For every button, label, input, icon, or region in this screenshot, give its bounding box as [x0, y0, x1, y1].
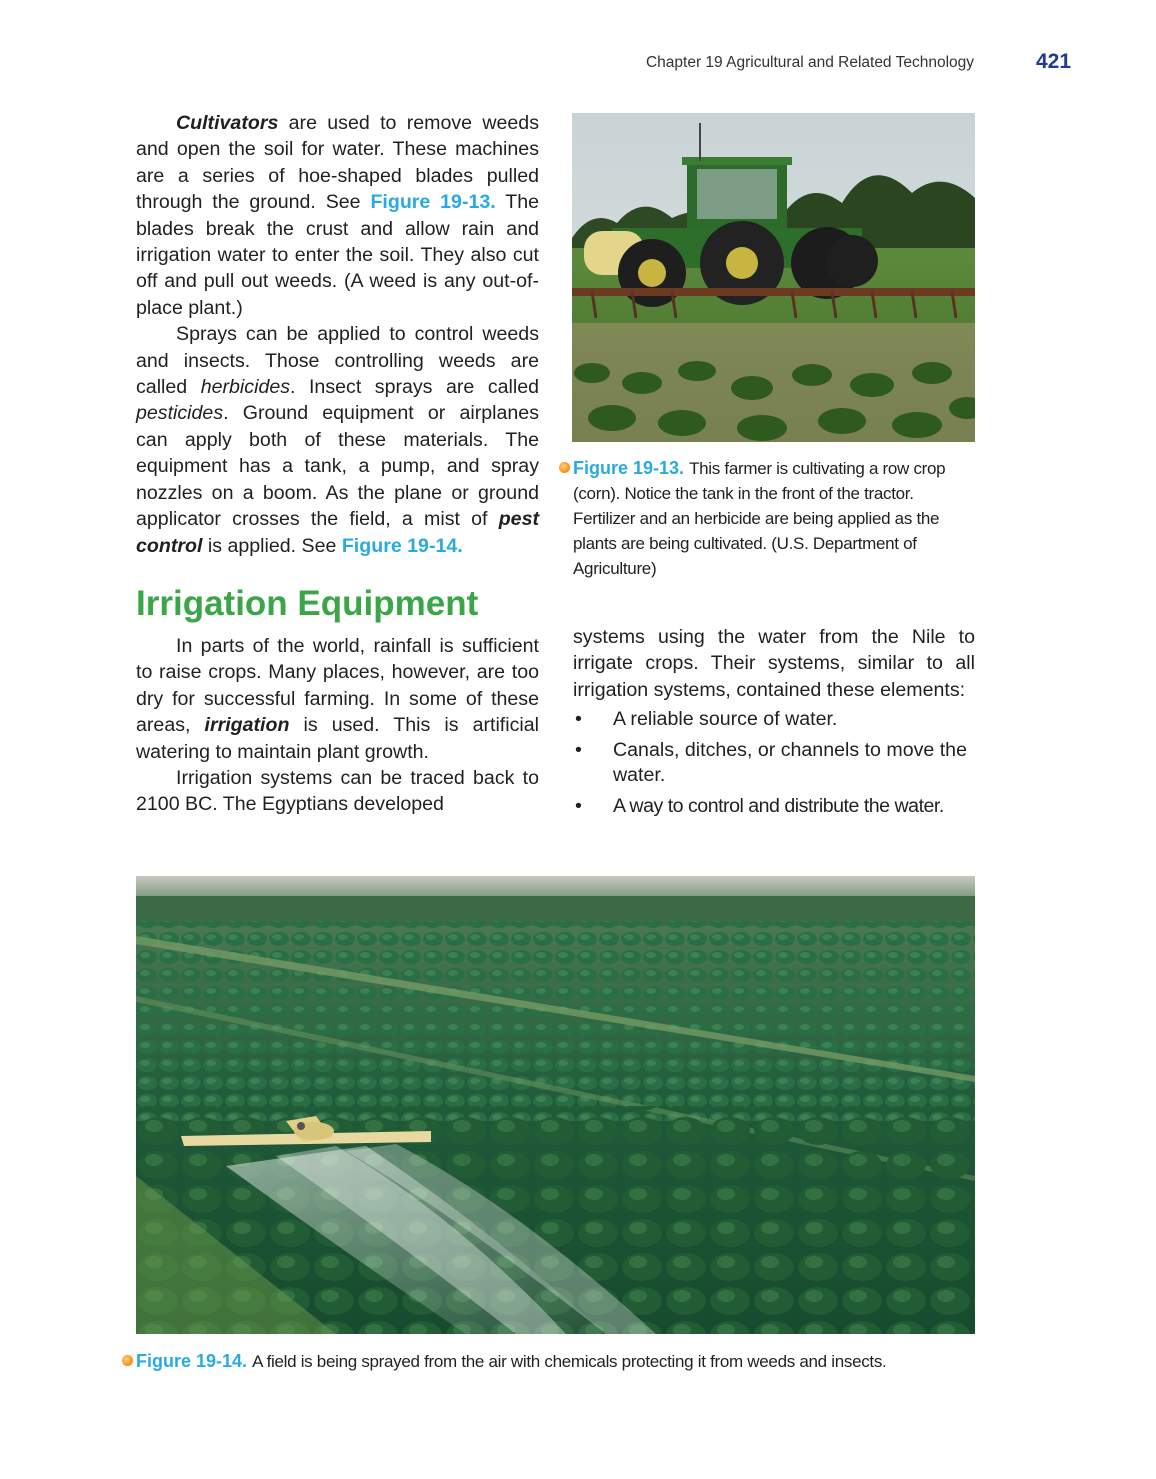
- figure-19-13-caption: [573, 456, 973, 581]
- elements-list: [573, 707, 975, 819]
- figure-marker-icon: [559, 462, 570, 473]
- paragraph-rainfall: [136, 633, 539, 765]
- left-column: [136, 110, 539, 818]
- figure-marker-icon: [122, 1355, 133, 1366]
- page-number: 421: [1036, 50, 1072, 73]
- paragraph-history: Irrigation systems can be traced back to 2100 BC. The Egyptians developed: [136, 766, 539, 816]
- paragraph-text: The blades break the crust and allow rain and irrigation water to enter the soil. They also cut off and pull out weeds. (A weed is any out-of-place plant.): [136, 191, 539, 319]
- term-irrigation: irrigation: [204, 714, 290, 737]
- paragraph-sprays: [136, 321, 539, 559]
- paragraph-text: Sprays can be applied to control weeds and insects. Those controlling weeds are called: [136, 323, 539, 399]
- figure-label: Figure 19-13.: [573, 458, 685, 478]
- bullet-icon: •: [575, 739, 582, 762]
- bullet-icon: •: [575, 708, 582, 731]
- section-heading: Irrigation Equipment: [136, 583, 479, 623]
- right-column: [573, 624, 975, 825]
- list-item: [573, 707, 975, 732]
- list-item-text: A reliable source of water.: [613, 708, 838, 731]
- caption-text: This farmer is cultivating a row crop (corn). Notice the tank in the front of the tractor. Fertilizer and an herbicide are being applied as the plants are being cultivated. (U.S. Department of Agriculture): [573, 459, 946, 578]
- figure-19-13-photo: [572, 113, 975, 442]
- bullet-icon: •: [575, 795, 582, 818]
- list-item: [573, 738, 975, 788]
- figure-label: Figure 19-14.: [136, 1351, 248, 1371]
- list-item-text: Canals, ditches, or channels to move the water.: [613, 739, 967, 787]
- list-item-text: A way to control and distribute the water.: [613, 795, 944, 818]
- paragraph-text: . Insect sprays are called: [290, 376, 540, 399]
- figure-19-14-link[interactable]: Figure 19-14.: [341, 534, 463, 557]
- paragraph-text: is applied. See: [202, 534, 342, 557]
- running-head: Chapter 19 Agricultural and Related Technology: [645, 54, 974, 71]
- term-pesticides: pesticides: [136, 402, 224, 425]
- list-item: [573, 794, 975, 819]
- term-cultivators: Cultivators: [176, 112, 279, 134]
- paragraph-text: are used to remove weeds and open the soil for water. These machines are a series of hoe-shaped blades pulled through the ground. See: [136, 112, 539, 214]
- paragraph-text: In parts of the world, rainfall is sufficient to raise crops. Many places, however, are too dry for successful farming. In some of these areas,: [136, 634, 539, 737]
- paragraph-text: is used. This is artificial watering to maintain plant growth.: [136, 714, 539, 763]
- term-herbicides: herbicides: [200, 376, 291, 399]
- term-pest-control: pest control: [136, 508, 539, 557]
- figure-19-14-photo: [136, 876, 975, 1334]
- paragraph-systems: systems using the water from the Nile to irrigate crops. Their systems, similar to all irrigation systems, contained these elements:: [573, 626, 975, 701]
- paragraph-text: . Ground equipment or airplanes can apply both of these materials. The equipment has a tank, a pump, and spray nozzles on a boom. As the plane or ground applicator crosses the field, a mist of: [136, 402, 539, 531]
- figure-19-13-link[interactable]: Figure 19-13.: [370, 191, 496, 214]
- caption-text: A field is being sprayed from the air with chemicals protecting it from weeds and insects.: [252, 1352, 887, 1371]
- paragraph-cultivators: [136, 110, 539, 321]
- figure-19-14-caption: [136, 1349, 996, 1374]
